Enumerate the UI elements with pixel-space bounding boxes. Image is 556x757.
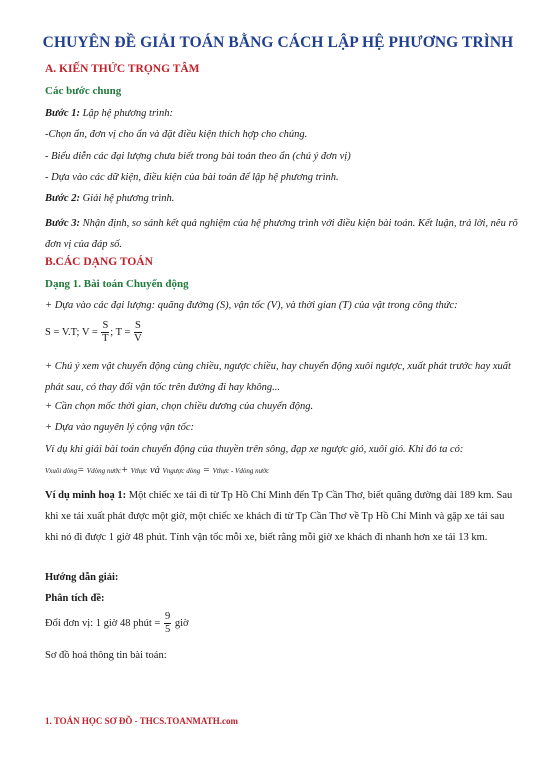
velocity-formula xyxy=(45,463,520,479)
conversion-lead: Đổi đơn vị: 1 giờ 48 phút = xyxy=(45,617,163,629)
example-1 xyxy=(45,485,520,548)
formula-lead: S = V.T; V = xyxy=(45,326,101,338)
steps-heading: Các bước chung xyxy=(45,85,122,97)
page-footer: 1. TOÁN HỌC SƠ ĐỒ - THCS.TOANMATH.com xyxy=(45,716,238,726)
fraction-denominator: V xyxy=(134,333,142,344)
plus-sign: + xyxy=(120,465,131,476)
guide-heading: Hướng dẫn giải: xyxy=(45,572,119,583)
analysis-heading: Phân tích đề: xyxy=(45,593,105,604)
equals-sign: = xyxy=(77,465,87,476)
step1-line xyxy=(45,106,520,121)
note-direction: + Chú ý xem vật chuyển động cùng chiều, ngược chiều, hay chuyển động xuôi ngược, xuất phát trước hay xuất phát sau, có thay đổi vận tốc trên đường đi hay không... xyxy=(45,361,511,393)
section-b-heading: B.CÁC DẠNG TOÁN xyxy=(45,256,153,268)
motion-intro: + Dựa vào các đại lượng: quãng đường (S), vận tốc (V), và thời gian (T) của vật trong công thức: xyxy=(45,300,458,311)
fraction-denominator: 5 xyxy=(164,624,171,635)
step2-line xyxy=(45,191,520,206)
note-time-origin: + Cần chọn mốc thời gian, chọn chiều dương của chuyển động. xyxy=(45,401,314,412)
fraction-s-over-v xyxy=(134,320,142,345)
v-current: Vdòng nước xyxy=(86,467,121,475)
unit-conversion xyxy=(45,611,520,641)
fraction-numerator: S xyxy=(102,320,109,331)
note-example: Ví dụ khi giải bài toán chuyển động của thuyền trên sông, đạp xe ngược gió, xuôi gió. Khi đó ta có: xyxy=(45,444,464,455)
v-upstream-value: Vthực - Vdòng nước xyxy=(212,467,270,475)
fraction-nine-fifths xyxy=(164,611,171,636)
step2-text: Giải hệ phương trình. xyxy=(79,193,175,204)
v-actual: Vthực xyxy=(130,467,148,475)
step1-text: Lập hệ phương trình: xyxy=(79,108,173,119)
motion-formula xyxy=(45,320,520,350)
step1-item-3: - Dựa vào các dữ kiện, điều kiện của bài toán để lập hệ phương trình. xyxy=(45,172,339,183)
section-a-heading: A. KIẾN THỨC TRỌNG TÂM xyxy=(45,63,200,75)
example-label: Ví dụ minh hoạ 1: xyxy=(45,490,127,501)
step3-line xyxy=(45,213,520,255)
note-velocity-addition: + Dựa vào nguyên lý cộng vận tốc: xyxy=(45,422,194,433)
v-upstream: Vngược dòng xyxy=(162,467,201,475)
fraction-denominator: T xyxy=(102,333,109,344)
document-title: CHUYÊN ĐỀ GIẢI TOÁN BẰNG CÁCH LẬP HỆ PHƯƠNG TRÌNH xyxy=(42,34,514,51)
dang1-heading: Dạng 1. Bài toán Chuyển động xyxy=(45,278,189,290)
example-text: Một chiếc xe tải đi từ Tp Hồ Chí Minh đến Tp Cần Thơ, biết quãng đường dài 189 km. Sau khi xe tải xuất phát được một giờ, một chiếc xe khách đi từ Tp Cần Thơ về Tp Hồ Chí Minh và gặp xe tải sau khi nó đi được 1 giờ 48 phút. Tính vận tốc mỗi xe, biết rằng mỗi giờ xe khách đi nhanh hơn xe tải 13 km. xyxy=(45,490,513,543)
step3-label: Bước 3: xyxy=(45,218,80,229)
fraction-s-over-t xyxy=(101,320,109,345)
step1-label: Bước 1: xyxy=(45,108,80,119)
formula-mid: ; T = xyxy=(110,326,134,338)
step1-item-1: -Chọn ẩn, đơn vị cho ẩn và đặt điều kiện thích hợp cho chúng. xyxy=(45,129,308,140)
v-downstream: Vxuôi dòng xyxy=(45,467,78,475)
conversion-unit: giờ xyxy=(172,617,189,629)
equals-sign: = xyxy=(200,465,213,476)
step2-label: Bước 2: xyxy=(45,193,80,204)
conjunction: và xyxy=(147,465,163,476)
fraction-numerator: 9 xyxy=(164,611,171,622)
fraction-numerator: S xyxy=(135,320,141,331)
step3-text: Nhận định, so sánh kết quả nghiệm của hệ phương trình với điều kiện bài toán. Kết luận, trả lời, nêu rõ đơn vị của đáp số. xyxy=(45,218,518,250)
step1-item-2: - Biểu diễn các đại lượng chưa biết trong bài toán theo ẩn (chú ý đơn vị) xyxy=(45,151,351,162)
diagram-intro: Sơ đồ hoá thông tin bài toán: xyxy=(45,650,167,661)
